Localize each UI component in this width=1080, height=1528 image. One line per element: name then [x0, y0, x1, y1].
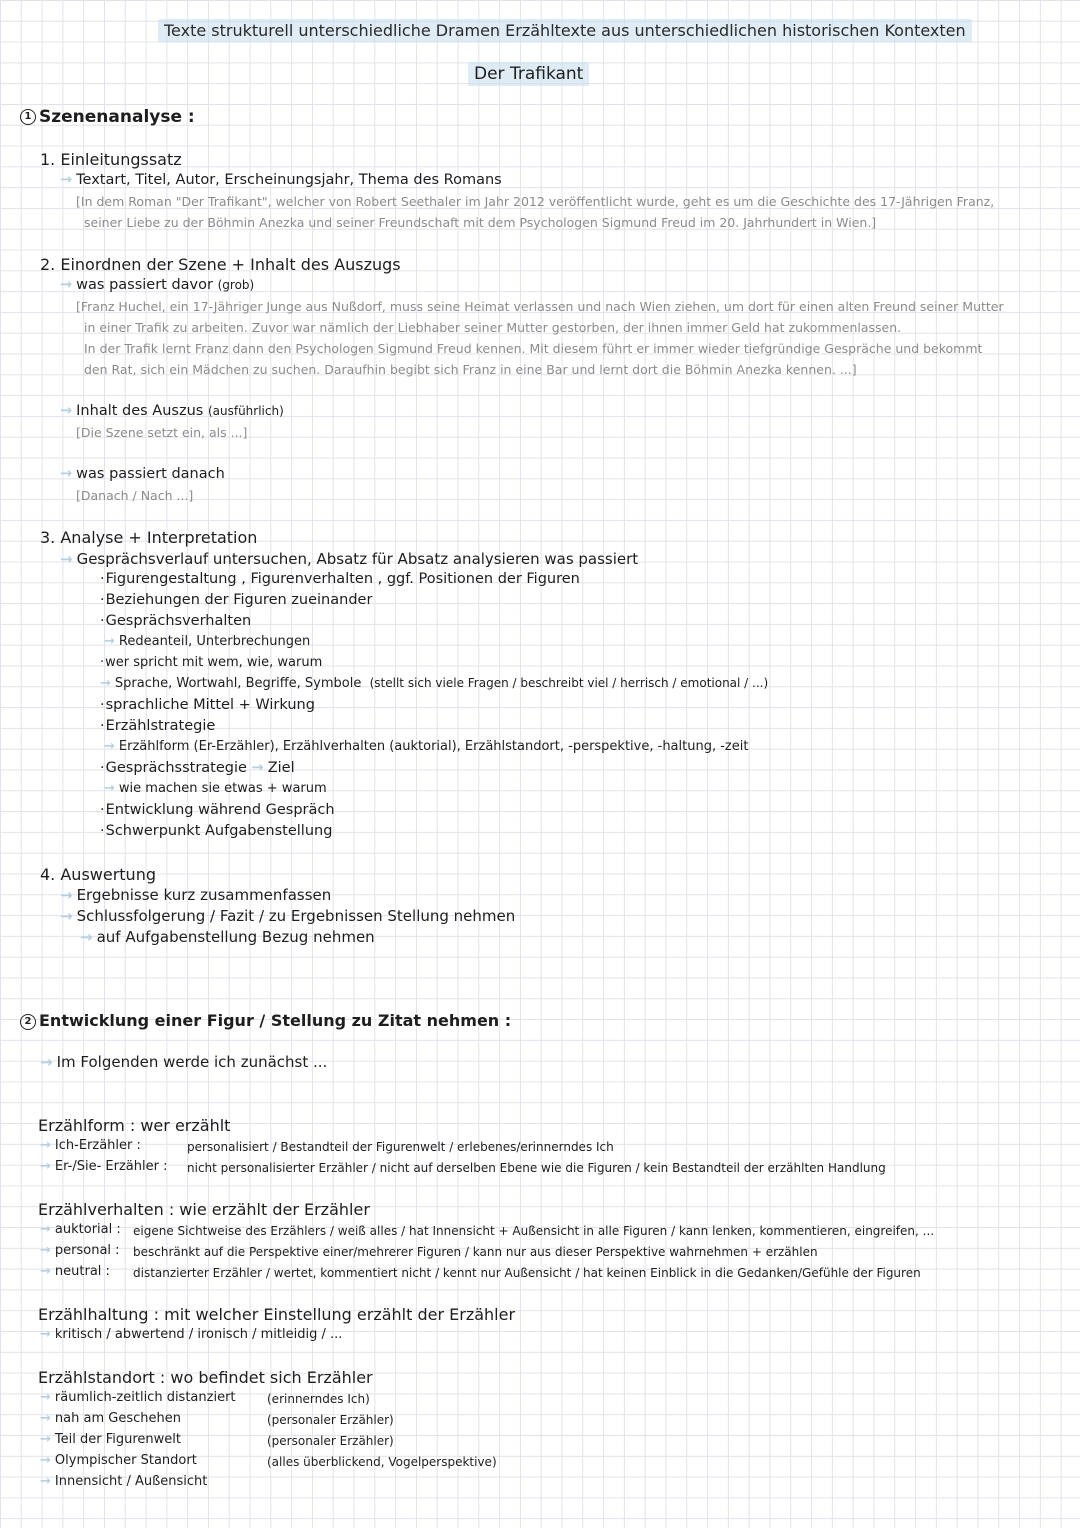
arrow-icon: → — [40, 1159, 51, 1174]
auswertung-line-2: → Schlussfolgerung / Fazit / zu Ergebnissen Stellung nehmen — [60, 907, 516, 925]
einleitung-example-1: [In dem Roman "Der Trafikant", welcher von Robert Seethaler im Jahr 2012 veröffentlicht wurde, geht es um die Geschichte des 17-Jährigen Franz, — [76, 194, 995, 209]
analyse-line-10: → Erzählform (Er-Erzähler), Erzählverhalten (auktorial), Erzählstandort, -perspektive, -haltung, -zeit — [104, 739, 749, 754]
section-2-line: → Im Folgenden werde ich zunächst ... — [40, 1053, 328, 1071]
standort-row-3: → Teil der Figurenwelt — [40, 1432, 181, 1447]
davor-example-1: [Franz Huchel, ein 17-Jähriger Junge aus Nußdorf, muss seine Heimat verlassen und nach Wien ziehen, um dort für einen alten Freund seiner Mutter — [76, 299, 1004, 314]
analyse-line-2: ·Figurengestaltung , Figurenverhalten , ggf. Positionen der Figuren — [100, 571, 580, 587]
davor-line: → was passiert davor (grob) — [60, 277, 255, 293]
arrow-icon: → — [104, 634, 115, 649]
arrow-icon: → — [40, 1053, 53, 1071]
arrow-icon: → — [60, 172, 73, 188]
arrow-icon: → — [40, 1222, 51, 1237]
section-1-heading: 1 Szenenanalyse : — [20, 107, 195, 127]
erzaehlverhalten-heading: Erzählverhalten : wie erzählt der Erzähler — [38, 1200, 370, 1219]
standort-row-4: → Olympischer Standort — [40, 1453, 197, 1468]
arrow-icon: → — [60, 277, 73, 293]
davor-example-3: In der Trafik lernt Franz dann den Psychologen Sigmund Freud kennen. Mit diesem führt er immer wieder tiefgründige Gespräche und bekommt — [84, 341, 983, 356]
analyse-line-3: ·Beziehungen der Figuren zueinander — [100, 592, 373, 608]
davor-example-2: in einer Trafik zu arbeiten. Zuvor war nämlich der Liebhaber seiner Mutter gestorben, der ihnen immer Geld hat zukommenlassen. — [84, 320, 902, 335]
verhalten-line-2: → personal : — [40, 1243, 120, 1258]
analyse-line-14: ·Schwerpunkt Aufgabenstellung — [100, 823, 333, 839]
page-title: Der Trafikant — [468, 64, 589, 84]
inhalt-line: → Inhalt des Auszus (ausführlich) — [60, 403, 284, 419]
einleitung-items: → Textart, Titel, Autor, Erscheinungsjahr, Thema des Romans — [60, 172, 502, 188]
section-number-1: 1 — [20, 109, 36, 125]
erzaehlstandort-heading: Erzählstandort : wo befindet sich Erzähler — [38, 1368, 373, 1387]
erzaehlform-line-2: → Er-/Sie- Erzähler : — [40, 1159, 168, 1174]
arrow-icon: → — [40, 1243, 51, 1258]
verhalten-line-1: → auktorial : — [40, 1222, 121, 1237]
auswertung-line-1: → Ergebnisse kurz zusammenfassen — [60, 886, 332, 904]
erzaehlhaltung-heading: Erzählhaltung : mit welcher Einstellung erzählt der Erzähler — [38, 1305, 516, 1324]
section-2-heading: 2 Entwicklung einer Figur / Stellung zu Zitat nehmen : — [20, 1011, 511, 1030]
standort-row-4-note: (alles überblickend, Vogelperspektive) — [267, 1455, 497, 1469]
arrow-icon: → — [104, 739, 115, 754]
arrow-icon: → — [40, 1474, 51, 1489]
davor-example-4: den Rat, sich ein Mädchen zu suchen. Daraufhin begibt sich Franz in eine Bar und lernt dort die Böhmin Anezka kennen. ...] — [84, 362, 857, 377]
analyse-line-9: ·Erzählstrategie — [100, 718, 216, 734]
standort-row-2: → nah am Geschehen — [40, 1411, 181, 1426]
arrow-icon: → — [40, 1390, 51, 1405]
standort-row-1-note: (erinnerndes Ich) — [267, 1392, 370, 1406]
standort-row-3-note: (personaler Erzähler) — [267, 1434, 394, 1448]
erzaehlform-heading: Erzählform : wer erzählt — [38, 1116, 231, 1135]
arrow-icon: → — [60, 466, 73, 482]
analyse-line-5: → Redeanteil, Unterbrechungen — [104, 634, 311, 649]
standort-row-1: → räumlich-zeitlich distanziert — [40, 1390, 236, 1405]
arrow-icon: → — [40, 1327, 51, 1342]
section-number-2: 2 — [20, 1014, 36, 1030]
arrow-icon: → — [40, 1411, 51, 1426]
arrow-icon: → — [40, 1264, 51, 1279]
analyse-line-11: ·Gesprächsstrategie → Ziel — [100, 760, 295, 776]
analyse-line-1: → Gesprächsverlauf untersuchen, Absatz für Absatz analysieren was passiert — [60, 550, 639, 568]
einordnen-heading: 2. Einordnen der Szene + Inhalt des Auszugs — [40, 255, 401, 274]
analyse-line-8: ·sprachliche Mittel + Wirkung — [100, 697, 315, 713]
erzaehlform-line-1-desc: personalisiert / Bestandteil der Figurenwelt / erlebenes/erinnerndes Ich — [187, 1140, 614, 1154]
verhalten-line-1-desc: eigene Sichtweise des Erzählers / weiß alles / hat Innensicht + Außensicht in alle Figuren / kann lenken, kommentieren, eingreifen, ... — [133, 1224, 935, 1238]
verhalten-line-2-desc: beschränkt auf die Perspektive einer/mehrerer Figuren / kann nur aus dieser Perspektive wahrnehmen + erzählen — [133, 1245, 818, 1259]
arrow-icon: → — [60, 550, 73, 568]
auswertung-line-3: → auf Aufgabenstellung Bezug nehmen — [80, 928, 375, 946]
arrow-icon: → — [40, 1453, 51, 1468]
inhalt-example: [Die Szene setzt ein, als ...] — [76, 425, 248, 440]
analyse-heading: 3. Analyse + Interpretation — [40, 528, 258, 547]
arrow-icon: → — [100, 676, 111, 691]
arrow-icon: → — [104, 781, 115, 796]
einleitung-example-2: seiner Liebe zu der Böhmin Anezka und seiner Freundschaft mit dem Psychologen Sigmund Freud im 20. Jahrhundert in Wien.] — [84, 215, 877, 230]
analyse-line-6: ·wer spricht mit wem, wie, warum — [100, 655, 323, 670]
einleitung-heading: 1. Einleitungssatz — [40, 150, 182, 169]
arrow-icon: → — [40, 1432, 51, 1447]
arrow-icon: → — [80, 928, 93, 946]
analyse-line-12: → wie machen sie etwas + warum — [104, 781, 327, 796]
arrow-icon: → — [60, 403, 73, 419]
standort-row-2-note: (personaler Erzähler) — [267, 1413, 394, 1427]
verhalten-line-3-desc: distanzierter Erzähler / wertet, kommentiert nicht / kennt nur Außensicht / hat keinen Einblick in die Gedanken/Gefühle der Figuren — [133, 1266, 921, 1280]
standort-row-5: → Innensicht / Außensicht — [40, 1474, 208, 1489]
header-topic: Texte strukturell unterschiedliche Dramen Erzähltexte aus unterschiedlichen historischen Kontexten — [158, 21, 972, 40]
analyse-line-7: → Sprache, Wortwahl, Begriffe, Symbole (stellt sich viele Fragen / beschreibt viel / herrisch / emotional / ...) — [100, 676, 769, 691]
arrow-icon: → — [40, 1138, 51, 1153]
haltung-line-1: → kritisch / abwertend / ironisch / mitleidig / ... — [40, 1327, 343, 1342]
arrow-icon: → — [60, 886, 73, 904]
danach-example: [Danach / Nach ...] — [76, 488, 194, 503]
erzaehlform-line-2-desc: nicht personalisierter Erzähler / nicht auf derselben Ebene wie die Figuren / kein Bestandteil der erzählten Handlung — [187, 1161, 886, 1175]
auswertung-heading: 4. Auswertung — [40, 865, 156, 884]
analyse-line-4: ·Gesprächsverhalten — [100, 613, 252, 629]
analyse-line-13: ·Entwicklung während Gespräch — [100, 802, 335, 818]
verhalten-line-3: → neutral : — [40, 1264, 110, 1279]
arrow-icon: → — [60, 907, 73, 925]
arrow-icon: → — [251, 760, 264, 776]
erzaehlform-line-1: → Ich-Erzähler : — [40, 1138, 141, 1153]
danach-line: → was passiert danach — [60, 466, 225, 482]
